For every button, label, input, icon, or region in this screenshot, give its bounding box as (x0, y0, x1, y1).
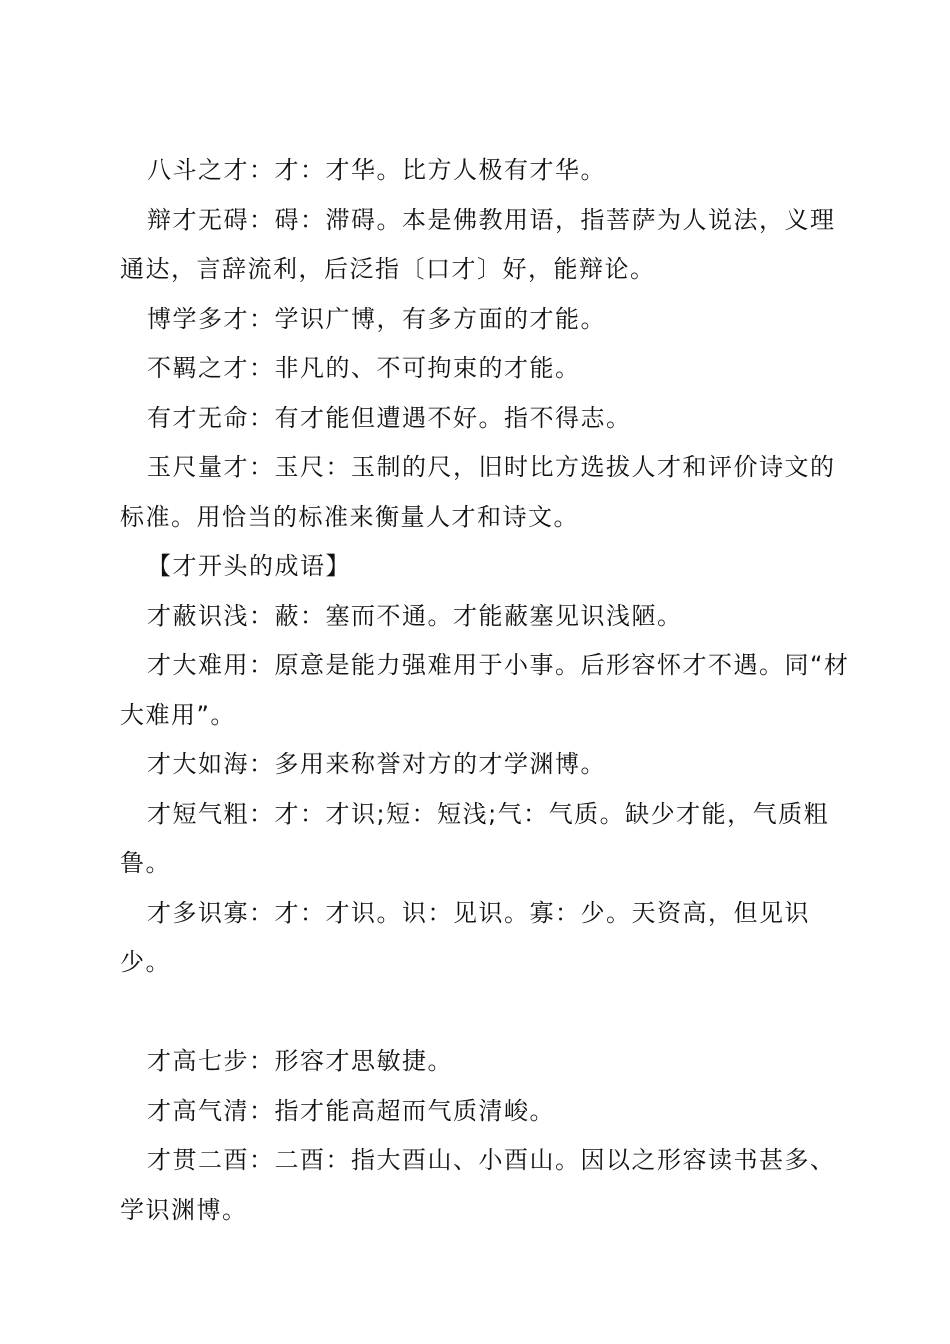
paragraph-caigao-qiqing: 才高气清：指才能高超而气质清峻。 (147, 1096, 555, 1125)
blank-line (120, 988, 860, 1038)
paragraph-yuchi-liangcai: 玉尺量才：玉尺：玉制的尺，旧时比方选拔人才和评价诗文的标准。用恰当的标准来衡量人才和诗文。 (120, 453, 836, 531)
paragraph-caida-nanyong: 才大难用：原意是能力强难用于小事。后形容怀才不遇。同“材大难用”。 (120, 651, 850, 729)
paragraph-caigao-qibu: 才高七步：形容才思敏捷。 (147, 1047, 453, 1075)
paragraph-caibi-shiqian: 才蔽识浅：蔽：塞而不通。才能蔽塞见识浅陋。 (147, 601, 683, 630)
paragraph-caida-ruhai: 才大如海：多用来称誉对方的才学渊博。 (147, 750, 606, 778)
paragraph-caiguan-eryou: 才贯二酉：二酉：指大酉山、小酉山。因以之形容读书甚多、学识渊博。 (120, 1146, 836, 1224)
paragraph-youcai-wuming: 有才无命：有才能但遭遇不好。指不得志。 (147, 403, 632, 432)
paragraph-bado-zhicai: 八斗之才：才：才华。比方人极有才华。 (147, 156, 606, 184)
paragraph-biancai-wuai: 辩才无碍：碍：滞碍。本是佛教用语，指菩萨为人说法，义理通达，言辞流利，后泛指〔口才〕好，能辩论。 (120, 205, 836, 283)
section-heading: 【才开头的成语】 (147, 552, 351, 580)
paragraph-boxue-duocai: 博学多才：学识广博，有多方面的才能。 (147, 304, 606, 333)
paragraph-caiduan-qicu: 才短气粗：才：才识;短：短浅;气：气质。缺少才能，气质粗鲁。 (120, 799, 830, 877)
document-body (120, 146, 860, 1235)
paragraph-buji-zhicai: 不羁之才：非凡的、不可拘束的才能。 (147, 354, 581, 382)
paragraph-caiduo-shigua: 才多识寡：才：才识。识：见识。寡：少。天资高，但见识少。 (120, 898, 810, 976)
